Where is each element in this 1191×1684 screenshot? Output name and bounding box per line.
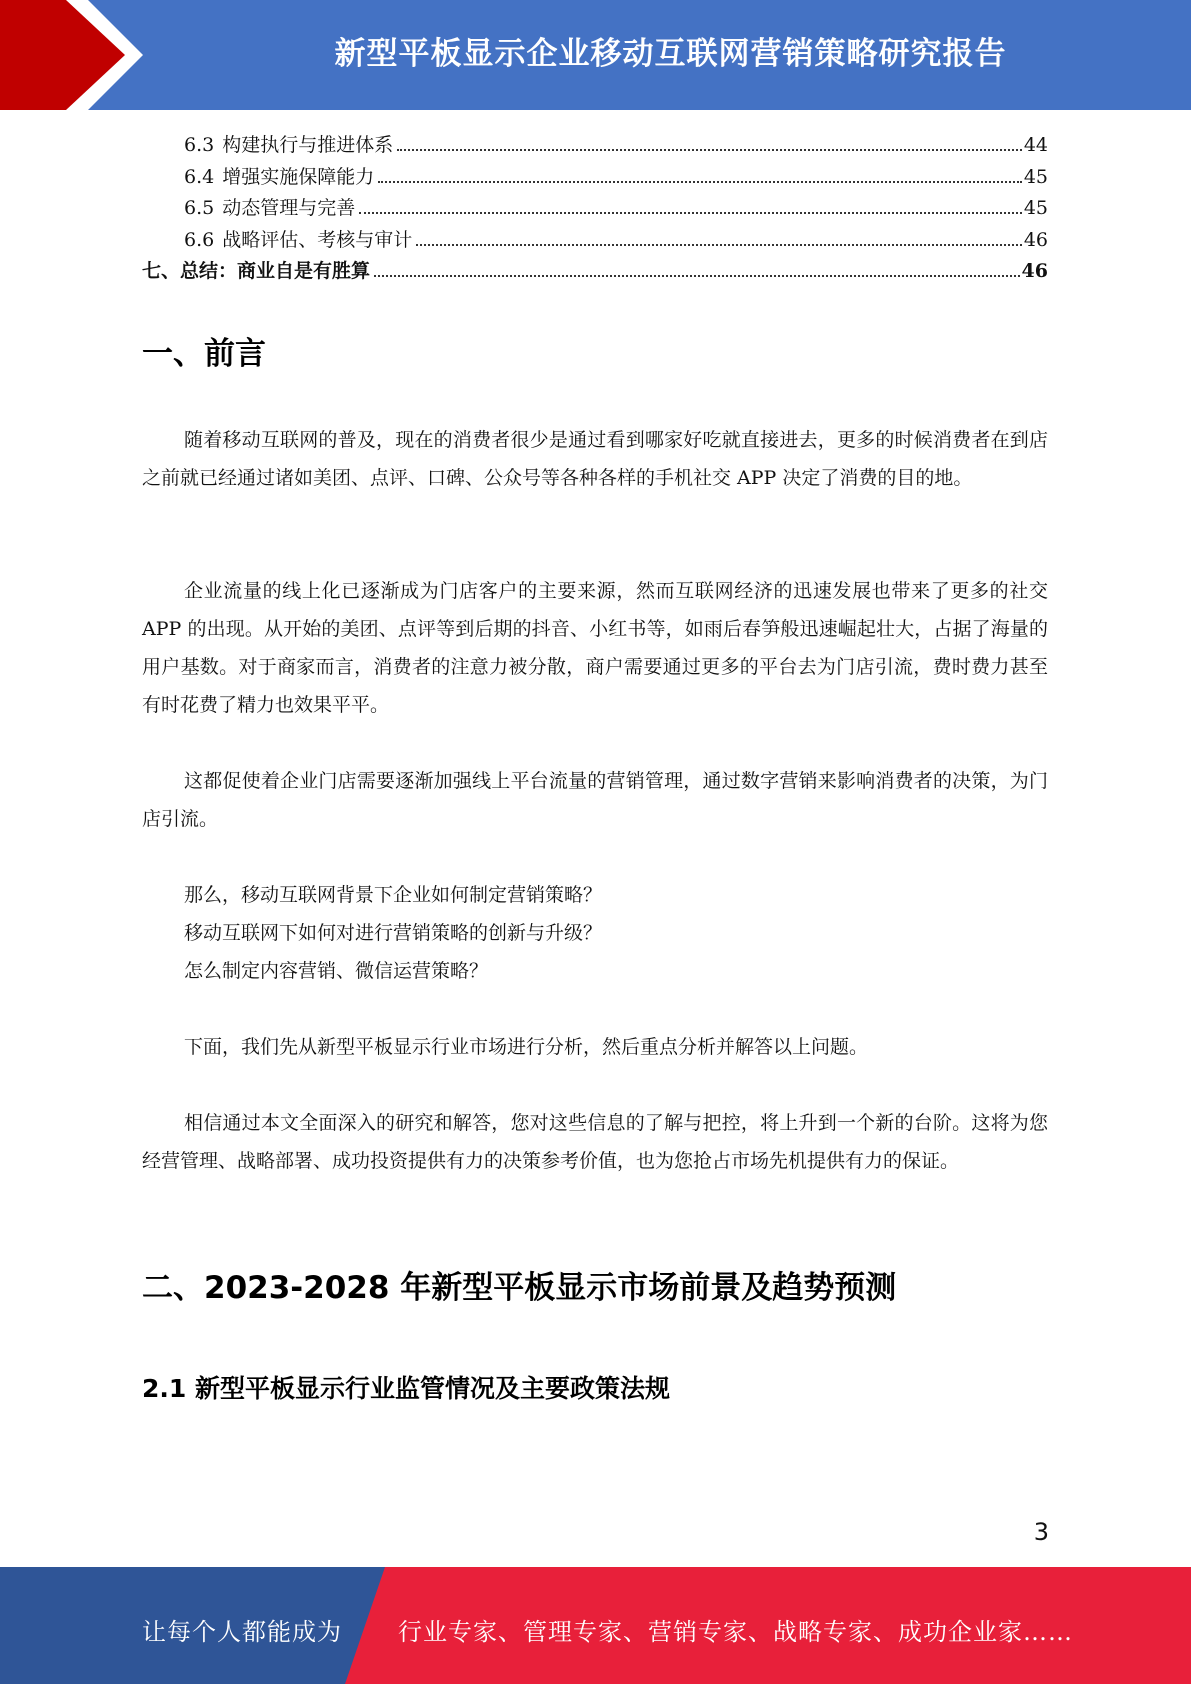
toc-entry[interactable] bbox=[142, 162, 1048, 194]
footer-slogan-left: 让每个人都能成为 bbox=[142, 1618, 342, 1646]
header-banner bbox=[0, 0, 1191, 110]
toc-page: 44 bbox=[1023, 134, 1048, 156]
question-list bbox=[184, 876, 602, 990]
page-number: 3 bbox=[1033, 1518, 1049, 1546]
toc-number: 6.5 bbox=[184, 197, 215, 219]
paragraph: 企业流量的线上化已逐渐成为门店客户的主要来源，然而互联网经济的迅速发展也带来了更多的社交 APP 的出现。从开始的美团、点评等到后期的抖音、小红书等，如雨后春笋般迅速崛起壮大，占据了海量的用户基数。对于商家而言，消费者的注意力被分散，商户需要通过更多的平台去为门店引流，费时费力甚至有时花费了精力也效果平平。 bbox=[142, 580, 1048, 716]
toc-entry[interactable] bbox=[142, 193, 1048, 225]
toc-number: 6.6 bbox=[184, 228, 215, 251]
toc-entry-chapter[interactable] bbox=[142, 256, 1048, 288]
toc-label: 构建执行与推进体系 bbox=[222, 134, 394, 156]
footer-slogan-right: 行业专家、管理专家、营销专家、战略专家、成功企业家…… bbox=[398, 1618, 1073, 1646]
toc-leader bbox=[397, 148, 1022, 151]
header-red-chevron bbox=[0, 0, 150, 110]
toc-page: 45 bbox=[1023, 165, 1048, 188]
toc-leader bbox=[374, 274, 1020, 277]
paragraph: 这都促使着企业门店需要逐渐加强线上平台流量的营销管理，通过数字营销来影响消费者的决策，为门店引流。 bbox=[142, 770, 1048, 830]
toc-page: 45 bbox=[1023, 197, 1048, 219]
paragraph: 随着移动互联网的普及，现在的消费者很少是通过看到哪家好吃就直接进去，更多的时候消费者在到店之前就已经通过诸如美团、点评、口碑、公众号等各种各样的手机社交 APP 决定了消费的目的地。 bbox=[142, 429, 1048, 489]
toc-label: 七、总结：商业自是有胜算 bbox=[142, 260, 371, 282]
question-item: 移动互联网下如何对进行营销策略的创新与升级？ bbox=[184, 922, 603, 944]
paragraph: 相信通过本文全面深入的研究和解答，您对这些信息的了解与把控，将上升到一个新的台阶。这将为您经营管理、战略部署、成功投资提供有力的决策参考价值，也为您抢占市场先机提供有力的保证。 bbox=[142, 1112, 1048, 1172]
toc-entry[interactable] bbox=[142, 225, 1048, 257]
question-item: 那么，移动互联网背景下企业如何制定营销策略？ bbox=[184, 884, 603, 906]
toc-leader bbox=[359, 211, 1022, 214]
question-item: 怎么制定内容营销、微信运营策略？ bbox=[184, 960, 489, 982]
toc-label: 战略评估、考核与审计 bbox=[222, 228, 413, 251]
toc-entry[interactable] bbox=[142, 130, 1048, 162]
toc-label: 动态管理与完善 bbox=[222, 197, 356, 219]
paragraph: 下面，我们先从新型平板显示行业市场进行分析，然后重点分析并解答以上问题。 bbox=[184, 1036, 869, 1058]
toc-number: 6.4 bbox=[184, 165, 215, 188]
toc-number: 6.3 bbox=[184, 134, 215, 156]
section-heading-preface: 一、前言 bbox=[142, 336, 266, 372]
toc-page: 46 bbox=[1023, 228, 1048, 251]
report-title: 新型平板显示企业移动互联网营销策略研究报告 bbox=[334, 35, 1007, 72]
toc-leader bbox=[416, 243, 1022, 246]
subsection-heading: 2.1 新型平板显示行业监管情况及主要政策法规 bbox=[142, 1374, 670, 1403]
section-heading-market: 二、2023-2028 年新型平板显示市场前景及趋势预测 bbox=[142, 1270, 897, 1306]
toc-page: 46 bbox=[1021, 260, 1048, 282]
table-of-contents bbox=[142, 130, 1048, 288]
toc-leader bbox=[378, 180, 1022, 183]
toc-label: 增强实施保障能力 bbox=[222, 165, 375, 188]
